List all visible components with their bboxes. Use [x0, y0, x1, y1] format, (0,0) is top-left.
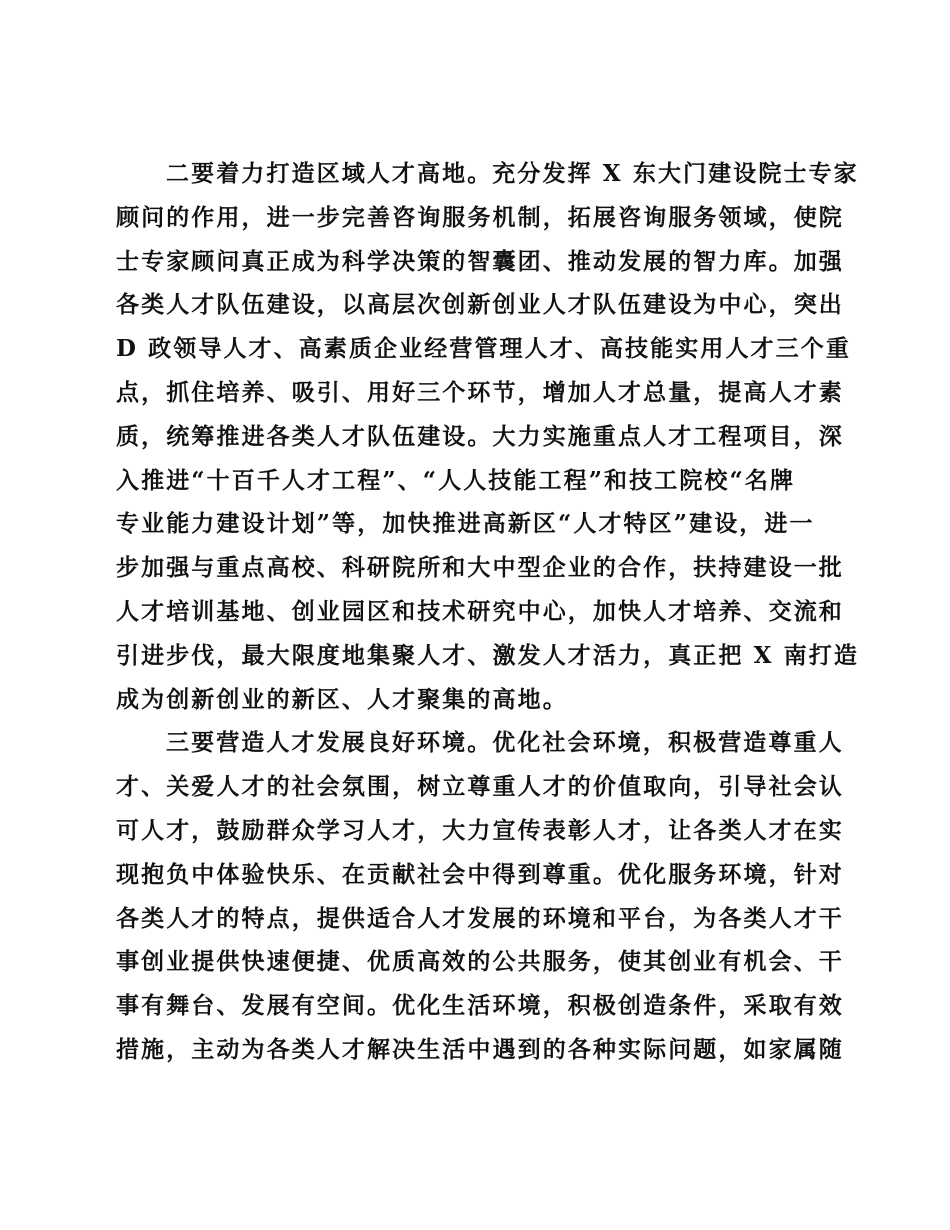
text-line: 点，抓住培养、吸引、用好三个环节，增加人才总量，提高人才素: [116, 378, 844, 406]
paragraph-talent-environment: [116, 721, 846, 1071]
text-line: 士专家顾问真正成为科学决策的智囊团、推动发展的智力库。加强: [116, 247, 844, 275]
text-line: 才、关爱人才的社会氛围，树立尊重人才的价值取向，引导社会认: [116, 773, 844, 801]
text-line: 成为创新创业的新区、人才聚集的高地。: [116, 685, 568, 713]
text-line: 质，统筹推进各类人才队伍建设。大力实施重点人才工程项目，深: [116, 422, 844, 450]
text-line: 顾问的作用，进一步完善咨询服务机制，拓展咨询服务领域，使院: [116, 203, 844, 231]
text-line: 二要着力打造区域人才高地。充分发挥 X 东大门建设院士专家: [166, 160, 859, 187]
text-line: 措施，主动为各类人才解决生活中遇到的各种实际问题，如家属随: [116, 1035, 844, 1063]
document-body: [116, 152, 859, 1072]
text-line: 三要营造人才发展良好环境。优化社会环境，积极营造尊重人: [166, 729, 844, 757]
text-line: 专业能力建设计划”等，加快推进高新区“人才特区”建设，进一: [116, 510, 815, 538]
text-line: 引进步伐，最大限度地集聚人才、激发人才活力，真正把 X 南打造: [116, 641, 859, 669]
text-line: 可人才，鼓励群众学习人才，大力宣传表彰人才，让各类人才在实: [116, 816, 844, 844]
text-line: 步加强与重点高校、科研院所和大中型企业的合作，扶持建设一批: [116, 554, 844, 582]
text-line: 人才培训基地、创业园区和技术研究中心，加快人才培养、交流和: [116, 597, 844, 625]
text-line: 事创业提供快速便捷、优质高效的公共服务，使其创业有机会、干: [116, 948, 844, 976]
text-line: 现抱负中体验快乐、在贡献社会中得到尊重。优化服务环境，针对: [116, 860, 844, 888]
text-line: 事有舞台、发展有空间。优化生活环境，积极创造条件，采取有效: [116, 992, 844, 1020]
text-line: 各类人才队伍建设，以高层次创新创业人才队伍建设为中心，突出: [116, 291, 844, 319]
text-line: 各类人才的特点，提供适合人才发展的环境和平台，为各类人才干: [116, 904, 844, 932]
paragraph-talent-highland: [116, 152, 859, 721]
text-line: D 政领导人才、高素质企业经营管理人才、高技能实用人才三个重: [116, 335, 851, 363]
text-line: 入推进“十百千人才工程”、“人人技能工程”和技工院校“名牌: [116, 466, 796, 494]
